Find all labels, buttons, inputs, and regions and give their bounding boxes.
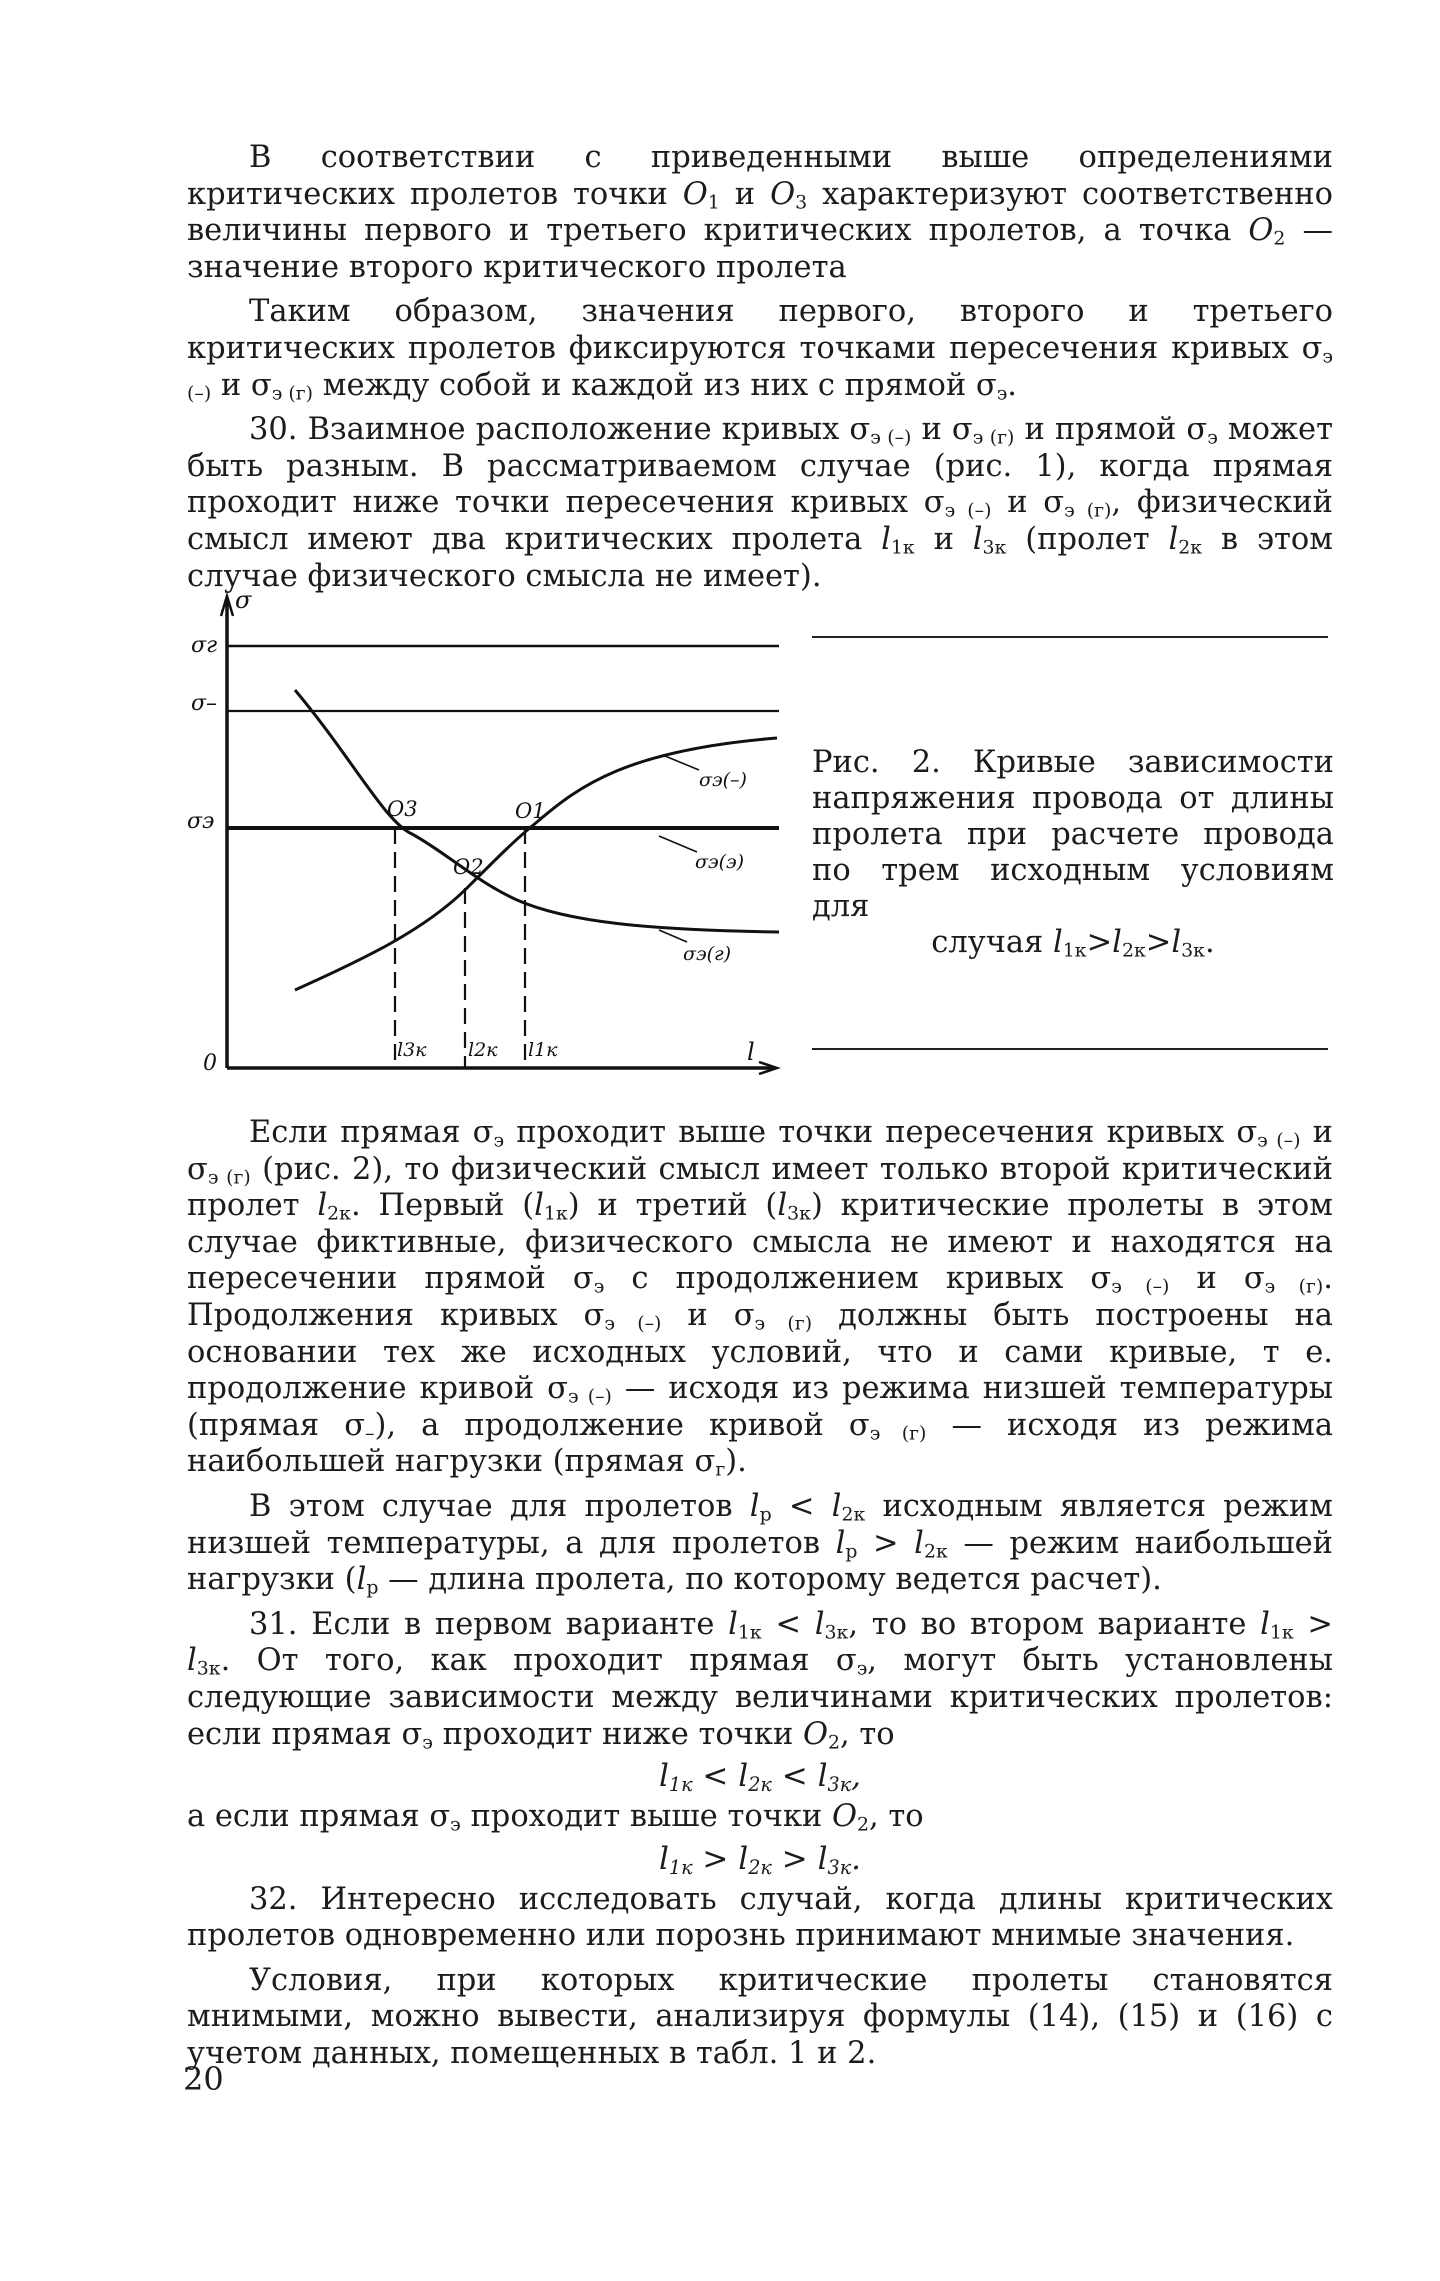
paragraph: 32. Интересно исследовать случай, когда длины критических пролетов одновременно или порознь принимают мнимые значения. bbox=[187, 1881, 1333, 1954]
formula-line: $l_{1к} > l_{2к} > l_{3к}$. bbox=[658, 1840, 862, 1879]
sigma-g-label: σг bbox=[191, 633, 218, 658]
formula-line: $l_{1к} < l_{2к} < l_{3к}$, bbox=[658, 1758, 862, 1796]
leader-c-g bbox=[659, 930, 687, 942]
paragraph: 31. Если в первом варианте $l_{1к} < l_{3к}$, то во втором варианте $l_{1к} > l_{3к}$. От того, как проходит прямая $\sigma_э$, могут быть установлены следующие зависимости между величинами критических пролетов: если прямая $\sigma_э$ проходит ниже точки $O_2$, то bbox=[187, 1606, 1333, 1754]
leader-c-minus bbox=[665, 756, 699, 770]
point-o3-label: O3 bbox=[387, 797, 418, 821]
top-text-block bbox=[187, 140, 1333, 595]
curve-label-minus: σэ(–) bbox=[699, 769, 747, 791]
stress-curves-diagram bbox=[187, 590, 787, 1090]
caption-main-text: Рис. 2. Кривые зависимости напряжения провода от длины пролета при расчете провода по трем исходным условиям для bbox=[812, 745, 1334, 924]
paragraph-gap bbox=[187, 1955, 1333, 1963]
y-axis-label: σ bbox=[235, 590, 252, 614]
paragraph: а если прямая $\sigma_э$ проходит выше точки $O_2$, то bbox=[187, 1799, 924, 1836]
curve-label-g: σэ(г) bbox=[683, 943, 732, 965]
caption-rule-bottom bbox=[812, 1048, 1328, 1050]
curve-label-e: σэ(э) bbox=[695, 851, 745, 873]
origin-label: 0 bbox=[203, 1051, 217, 1076]
paragraph-gap bbox=[187, 286, 1333, 294]
tick-label-l2k: l2к bbox=[468, 1039, 498, 1061]
figure-caption bbox=[812, 745, 1334, 961]
paragraph-gap bbox=[187, 1599, 1333, 1607]
figure-2 bbox=[187, 590, 1333, 1090]
x-axis-label: l bbox=[747, 1038, 755, 1066]
paragraph: Таким образом, значения первого, второго и третьего критических пролетов фиксируются точками пересечения кривых $\sigma_{э (-)}$ и $\sigma_{э (г)}$ между собой и каждой из них с прямой $\sigma_э$. bbox=[187, 294, 1333, 405]
paragraph: Если прямая $\sigma_э$ проходит выше точки пересечения кривых $\sigma_{э (-)}$ и $\sigma_{э (г)}$ (рис. 2), то физический смысл имеет только второй критический пролет $l_{2к}$. Первый $(l_{1к})$ и третий $(l_{3к})$ критические пролеты в этом случае фиктивные, физического смысла не имеют и находятся на пересечении прямой $\sigma_э$ с продолжением кривых $\sigma_{э (-)}$ и $\sigma_{э (г)}$. Продолжения кривых $\sigma_{э (-)}$ и $\sigma_{э (г)}$ должны быть построены на основании тех же исходных условий, что и сами кривые, т е. продолжение кривой $\sigma_{э (-)}$ — исходя из режима низшей температуры (прямая $\sigma_-$), а продолжение кривой $\sigma_{э (г)}$ — исходя из режима наибольшей нагрузки (прямая $\sigma_г$). bbox=[187, 1115, 1333, 1482]
page-number: 20 bbox=[183, 2060, 224, 2098]
point-o1-label: O1 bbox=[515, 799, 546, 823]
sigma-minus-label: σ– bbox=[191, 691, 218, 716]
paragraph: В соответствии с приведенными выше определениями критических пролетов точки $O_1$ и $O_3$ характеризуют соответственно величины первого и третьего критических пролетов, а точка $O_2$ — значение второго критического пролета bbox=[187, 140, 1333, 285]
tick-label-l3k: l3к bbox=[397, 1039, 427, 1061]
paragraph-gap bbox=[187, 404, 1333, 412]
paragraph: Условия, при которых критические пролеты становятся мнимыми, можно вывести, анализируя формулы (14), (15) и (16) с учетом данных, помещенных в табл. 1 и 2. bbox=[187, 1962, 1333, 2072]
caption-last-line: случая $l_{1к}>l_{2к}>l_{3к}$. bbox=[931, 925, 1215, 962]
leader-c-e bbox=[659, 836, 697, 852]
point-o2-label: O2 bbox=[453, 855, 484, 879]
sigma-e-label: σэ bbox=[187, 809, 215, 834]
paragraph: В этом случае для пролетов $l_р < l_{2к}$ исходным является режим низшей температуры, а для пролетов $l_р > l_{2к}$ — режим наибольшей нагрузки ($l_р$ — длина пролета, по которому ведется расчет). bbox=[187, 1488, 1333, 1599]
bottom-text-block bbox=[187, 1115, 1333, 2073]
paragraph-gap bbox=[187, 1481, 1333, 1489]
tick-label-l1k: l1к bbox=[528, 1039, 558, 1061]
paragraph: 30. Взаимное расположение кривых $\sigma_{э (-)}$ и $\sigma_{э (г)}$ и прямой $\sigma_э$ может быть разным. В рассматриваемом случае (рис. 1), когда прямая проходит ниже точки пересечения кривых $\sigma_{э (-)}$ и $\sigma_{э (г)}$, физический смысл имеют два критических пролета $l_{1к}$ и $l_{3к}$ (пролет $l_{2к}$ в этом случае физического смысла не имеет). bbox=[187, 412, 1334, 594]
caption-rule-top bbox=[812, 636, 1328, 638]
